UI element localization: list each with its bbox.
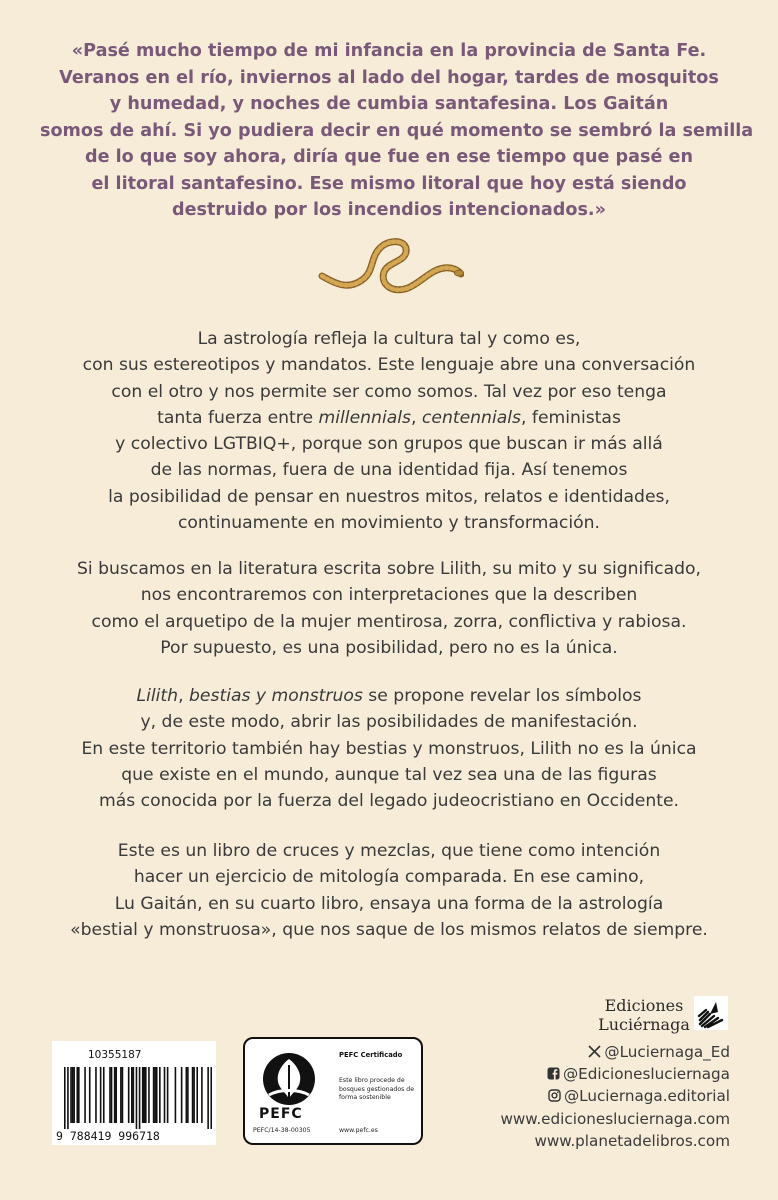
- text-line: Lilith, bestias y monstruos se propone revelar los símbolos: [136, 686, 642, 706]
- barcode-bar: [196, 1067, 198, 1123]
- text-line: hacer un ejercicio de mitología comparada. En ese camino,: [133, 867, 645, 888]
- barcode-bar: [111, 1067, 113, 1123]
- text-line: Por supuesto, es una posibilidad, pero no es la única.: [160, 637, 618, 658]
- barcode-bar: [154, 1067, 156, 1123]
- description-paragraph-1: [30, 326, 748, 536]
- isbn-number: 9 788419 996718: [56, 1129, 160, 1143]
- text-line: la posibilidad de pensar en nuestros mitos, relatos e identidades,: [108, 486, 670, 507]
- description-paragraph-4: [30, 838, 748, 943]
- barcode-bar: [114, 1067, 116, 1123]
- pefc-website[interactable]: www.pefc.es: [339, 1127, 378, 1134]
- barcode-bar: [142, 1067, 144, 1123]
- website-link[interactable]: www.planetadelibros.com: [534, 1131, 730, 1150]
- text-line: como el arquetipo de la mujer mentirosa, zorra, conflictiva y rabiosa.: [91, 611, 687, 632]
- barcode-bar: [192, 1067, 194, 1123]
- barcode-bar: [73, 1067, 75, 1123]
- text-line: La astrología refleja la cultura tal y como es,: [197, 329, 581, 349]
- barcode-bar: [193, 1067, 195, 1123]
- barcode-bar: [115, 1067, 117, 1123]
- text-line: «bestial y monstruosa», que nos saque de los mismos relatos de siempre.: [70, 919, 708, 940]
- barcode-bar: [109, 1067, 111, 1123]
- publisher-contacts: [500, 1041, 730, 1152]
- text-line: que existe en el mundo, aunque tal vez sea una de las figuras: [121, 764, 657, 785]
- text-line: continuamente en movimiento y transformación.: [177, 513, 601, 534]
- quote-line: y humedad, y noches de cumbia santafesina. Los Gaitán: [109, 94, 669, 114]
- quote-line: «Pasé mucho tiempo de mi infancia en la provincia de Santa Fe.: [71, 41, 707, 61]
- text-line: Si buscamos en la literatura escrita sobre Lilith, su mito y su significado,: [76, 559, 702, 579]
- quote-line: destruido por los incendios intencionados.»: [172, 200, 606, 220]
- publisher-logo: [598, 996, 732, 1032]
- barcode-bar: [89, 1067, 91, 1123]
- quote-line: somos de ahí. Si yo pudiera decir en qué momento se sembró la semilla: [40, 120, 754, 141]
- barcode-bar: [181, 1067, 183, 1123]
- text-line: En este territorio también hay bestias y monstruos, Lilith no es la única: [81, 738, 697, 759]
- facebook-icon: [547, 1067, 560, 1080]
- description-paragraph-3: [30, 683, 748, 814]
- barcode-bar: [128, 1067, 130, 1123]
- barcode-bar: [84, 1067, 86, 1123]
- barcode-bar: [100, 1067, 102, 1123]
- barcode-bar: [70, 1067, 72, 1123]
- product-code: 10355187: [88, 1049, 142, 1061]
- pefc-license-code: PEFC/14-38-00305: [253, 1127, 311, 1134]
- quote-line: el litoral santafesino. Ese mismo litoral que hoy está siendo: [91, 173, 687, 194]
- firefly-logo-icon: [694, 996, 728, 1030]
- text-line: tanta fuerza entre millennials, centennials, feministas: [157, 407, 621, 428]
- text-line: con el otro y nos permite ser como somos. Tal vez por eso tenga: [111, 381, 667, 402]
- text-line: Este es un libro de cruces y mezclas, que tiene como intención: [117, 841, 661, 861]
- barcode-bar: [139, 1067, 141, 1129]
- barcode-bar: [95, 1067, 97, 1123]
- pefc-wordmark: PEFC: [259, 1106, 303, 1122]
- quote-line: Veranos en el río, inviernos al lado del hogar, tardes de mosquitos: [59, 67, 719, 88]
- barcode-bar: [103, 1067, 105, 1123]
- barcode-bar: [207, 1067, 209, 1129]
- barcode-bar: [78, 1067, 80, 1123]
- quote-line: de lo que soy ahora, diría que fue en ese tiempo que pasé en: [85, 147, 693, 167]
- barcode-bar: [187, 1067, 189, 1123]
- text-line: con sus estereotipos y mandatos. Este lenguaje abre una conversación: [82, 355, 696, 376]
- barcode-bar: [67, 1067, 69, 1129]
- isbn-barcode: [52, 1041, 216, 1145]
- x-icon: [588, 1045, 601, 1058]
- barcode-bar: [64, 1067, 66, 1129]
- barcode-bar: [210, 1067, 212, 1129]
- social-instagram[interactable]: @Luciernaga.editorial: [500, 1085, 730, 1107]
- social-x[interactable]: @Luciernaga_Ed: [500, 1041, 730, 1063]
- barcode-bar: [143, 1067, 145, 1123]
- barcode-bar: [156, 1067, 158, 1123]
- text-line: Lu Gaitán, en su cuarto libro, ensaya una forma de la astrología: [114, 893, 664, 914]
- text-line: y colectivo LGTBIQ+, porque son grupos que buscan ir más allá: [115, 434, 663, 455]
- barcode-bar: [122, 1067, 124, 1123]
- snake-ornament-icon: [318, 232, 464, 304]
- barcode-bar: [148, 1067, 150, 1123]
- instagram-icon: [548, 1089, 561, 1102]
- text-line: de las normas, fuera de una identidad fija. Así tenemos: [150, 460, 628, 481]
- pefc-description: Este libro procede de bosques gestionados de forma sostenible: [339, 1077, 415, 1101]
- barcode-icon: [64, 1067, 212, 1129]
- pefc-tree-logo-icon: [259, 1051, 319, 1107]
- text-line: y, de este modo, abrir las posibilidades de manifestación.: [140, 712, 638, 733]
- text-line: más conocida por la fuerza del legado judeocristiano en Occidente.: [98, 791, 680, 812]
- barcode-bar: [131, 1067, 133, 1123]
- barcode-bar: [72, 1067, 74, 1123]
- barcode-bar: [153, 1067, 155, 1123]
- barcode-bar: [186, 1067, 188, 1123]
- barcode-bar: [167, 1067, 169, 1123]
- barcode-bar: [164, 1067, 166, 1123]
- pefc-certification: [243, 1037, 423, 1145]
- barcode-bar: [120, 1067, 122, 1123]
- text-line: nos encontraremos con interpretaciones que la describen: [140, 585, 638, 606]
- barcode-bar: [175, 1067, 177, 1123]
- description-paragraph-2: [30, 556, 748, 661]
- publisher-name: Ediciones Luciérnaga: [598, 996, 690, 1034]
- pefc-title: PEFC Certificado: [339, 1051, 403, 1059]
- website-link[interactable]: www.edicionesluciernaga.com: [500, 1109, 730, 1128]
- barcode-bar: [136, 1067, 138, 1129]
- barcode-bar: [159, 1067, 161, 1123]
- barcode-bar: [76, 1067, 78, 1123]
- back-cover-quote: [40, 38, 754, 224]
- barcode-bar: [145, 1067, 147, 1123]
- social-facebook[interactable]: @Edicionesluciernaga: [500, 1063, 730, 1085]
- barcode-bar: [201, 1067, 203, 1123]
- barcode-bar: [133, 1067, 135, 1123]
